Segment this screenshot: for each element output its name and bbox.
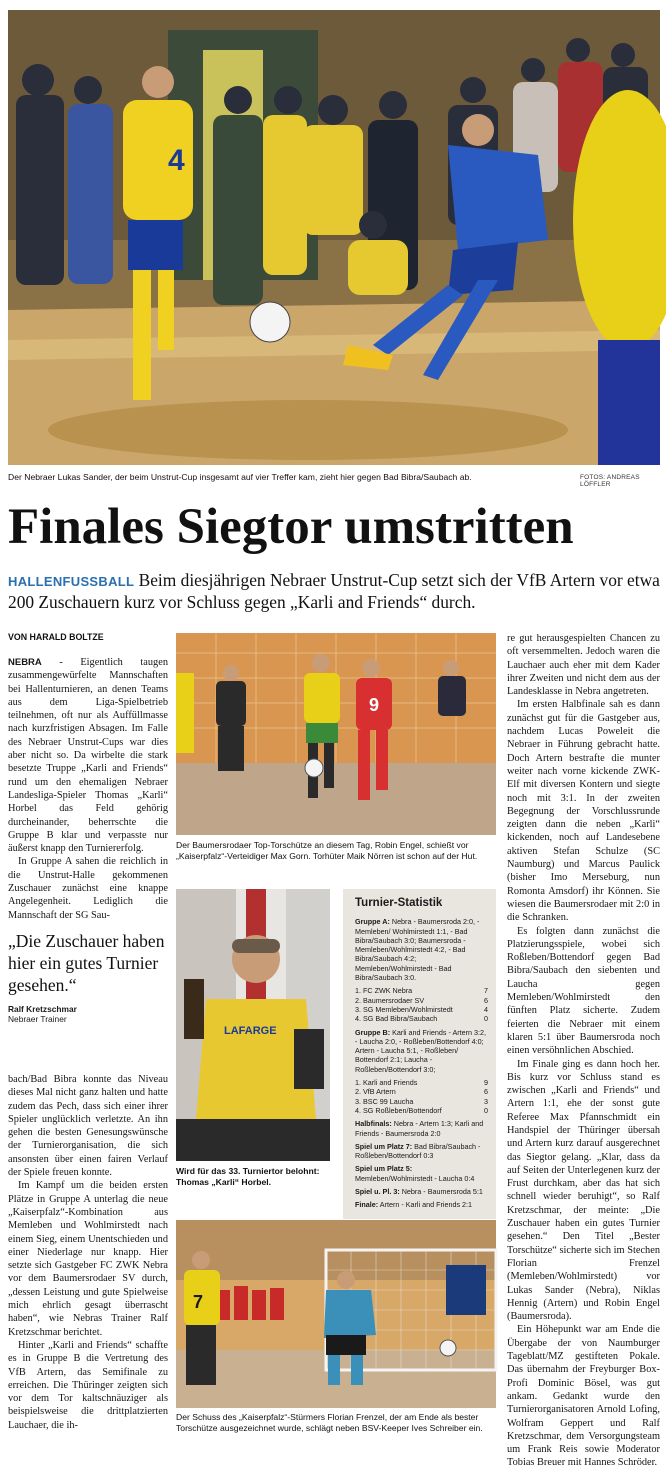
table-row: 3. SG Memleben/Wohlmirstedt 4: [355, 1004, 488, 1014]
table-row: 4. SG Roßleben/Bottendorf 0: [355, 1105, 488, 1115]
jersey-number: 9: [369, 695, 380, 715]
headline: Finales Siegtor umstritten: [8, 499, 574, 555]
quote-author-role: Nebraer Trainer: [8, 1014, 67, 1024]
subhead: [8, 570, 660, 613]
dateline: NEBRA: [8, 657, 42, 668]
kicker: HALLENFUSSBALL: [8, 574, 135, 589]
paragraph: Im Kampf um die beiden ersten Plätze in Gruppe A unterlag die neue „Kaiserpfalz“-Kombination aus Memleben und Wohlmirstedt nach einem Sieg, einem Unentschieden und einer Niederlage nur knapp. Hier setzte sich Gastgeber FC ZWK Nebra vor dem Baumersrodaer SV durch, „dessen Leistung und gute Spielweise mich ehrlich gesagt überrascht haben“, wie Nebras Trainer Ralf Kretzschmar berichtet.: [8, 1180, 168, 1338]
halbfinals: Halbfinals: Nebra - Artern 1:3; Karli and Friends - Baumersroda 2:0: [355, 1119, 484, 1138]
paragraph: re gut herausgespielten Chancen zu oft versemmelten. Jedoch waren die Lauchaer auch eher mit dem Kader ihrer Zweiten und nicht dem aus der Landesklasse in Nebra angetreten.: [507, 633, 660, 698]
table-row: 1. FC ZWK Nebra 7: [355, 986, 488, 996]
subhead-text: Beim diesjährigen Nebraer Unstrut-Cup setzt sich der VfB Artern vor etwa 200 Zuschauern kurz vor Schluss gegen „Karli and Friends“ durch.: [8, 570, 660, 612]
top-photo: [8, 10, 660, 465]
photo-credit: FOTOS: ANDREAS LÖFFLER: [580, 474, 640, 488]
paragraph: Es folgten dann zunächst die Platzierungsspiele, wobei sich Roßleben/Bottendorf gegen Bad Bibra/Saubach den siebenten und Laucha gegen Memleben/Wohlmirstedt den fünften Platz sicherte. Zudem feierten die Nebraer mit einem klaren 5:1 über Baumersroda noch einen versöhnlichen Abschied.: [507, 925, 660, 1057]
photo-4-caption: Der Schuss des „Kaiserpfalz“-Stürmers Florian Frenzel, der am Ende als bester Torschütze ausgezeichnet wurde, schlägt neben BSV-Keeper Ives Schreiber ein.: [176, 1412, 483, 1433]
table-row: 3. BSC 99 Laucha 3: [355, 1096, 488, 1106]
paragraph: bach/Bad Bibra konnte das Niveau dieses Mal nicht ganz halten und hatte zudem das Pech, dass sich einer ihrer Spieler unglücklich verletzte. An ihn gehen die besten Genesungswünsche der Turnierorganisation, die sich ansonsten über einen fairen Verlauf der Spiele freuen konnte.: [8, 1074, 168, 1179]
paragraph: In Gruppe A sahen die reichlich in die Unstrut-Halle gekommenen Zuschauer zunächst eine knappe Angelegenheit. Lediglich die Mannschaft der SG Sau-: [8, 856, 168, 921]
photo-3-caption: Wird für das 33. Turniertor belohnt: Thomas „Karli“ Horbel.: [176, 1166, 320, 1187]
paragraph: Im ersten Halbfinale sah es dann zunächst gut für die Gastgeber aus, nachdem Lucas Poweleit die Nebraer in Führung gebracht hatte. Doch Artern bestrafte die munter weiter nach vorne kickende ZWK-Elf mit diversen Kontern und siegte noch mit 3:1. In der zweiten Begegnung der Vorschlussrunde zeigten dann die neben „Karli“ kickenden, noch auf Landesebene aktiven Stefan Schulze (SC Naumburg) und Marcus Paulick (bisher Imo Merseburg, nun Romonta Amsdorf) ihr Können. Sie wiesen die Baumersrodaer mit 2:0 in die Schranken.: [507, 699, 660, 924]
table-row: 2. VfB Artern 6: [355, 1087, 488, 1097]
byline: VON HARALD BOLTZE: [8, 632, 104, 642]
quote-author: Ralf Kretzschmar: [8, 1004, 77, 1014]
table-row: 2. Baumersrodaer SV 6: [355, 995, 488, 1005]
paragraph: Im Finale ging es dann hoch her. Bis kurz vor Schluss stand es zwischen „Karli and Friends“ und Artern 1:1, ehe der sonst gute Referee Max Pfannschmidt ein Handspiel der Thüringer übersah und Artern kurz darauf ausgerechnet das Siegtor gelang. „Klar, dass da auf Seiten der Unterlegenen kurz der Frust durchkam, aber das hat sich schnell wieder beruhigt“, so Ralf Kretzschmar, der meinte: „Die Zuschauer haben ein gutes Turnier gesehen.“ Den Titel „Bester Torschütze“ sicherte sich im Stechen Florian Frenzel (Memleben/Wohlmirstedt) vor Lukas Sander (Nebra), Niklas Hennig (Artern) und Robin Engel (Baumersroda).: [507, 1058, 660, 1323]
paragraph: Ein Höhepunkt war am Ende die Übergabe der von Naumburger Tageblatt/MZ gestifteten Pokale. Das übernahm der Freyburger Box-Profi Dominic Bösel, was gut ankam. Gedankt wurde den Turnierorganisatoren Arnold Lofing, Wolfram Geppert und Ralf Kretzschmar, dem Versorgungsteam um Frank Reis sowie Moderator Tobias Breuer mit Hannes Schröder.: [507, 1324, 660, 1469]
jersey-number: 4: [168, 144, 185, 177]
group-b-results: Gruppe B: Karli and Friends - Artern 3:2, - Laucha 2:0, - Roßleben/Bottendorf 4:0; Artern - Laucha 5:1, - Roßleben/ Bottendorf 2:1; Laucha - Roßleben/Bottendorf 3:0;: [355, 1027, 487, 1074]
group-a-results: Gruppe A: Nebra - Baumersroda 2:0, - Memleben/ Wohlmirstedt 1:1, - Bad Bibra/Saubach 3:0; Baumersroda - Memleben/Wohlmirstedt 4:2, - Bad Bibra/Saubach 4:2; Memleben/Wohlmirstedt - Bad Bibra/Saubach 3:0.: [355, 917, 480, 983]
table-row: 1. Karli and Friends 9: [355, 1078, 488, 1088]
column-1-bottom: [8, 1073, 168, 1435]
group-a-table: [355, 986, 488, 1023]
paragraph: NEBRA - Eigentlich taugen zusammengewürfelte Mannschaften bei Hallenturnieren, an denen Teams aus dem Liga-Spielbetrieb teilnehmen, oft nur als Auffüllmasse nach kurzfristigen Absagen. Im Falle des Nebraer Unstrut-Cups war dies aber nicht so. Da wirbelte die stark besetzte Truppe „Karli and Friends“ rund um den ehemaligen Nebraer Landesliga-Spieler Thomas „Karli“ Horbel das Feld gehörig durcheinander, beherrschte die Gruppe B klar und verpasste nur äußerst knapp den Turniererfolg.: [8, 657, 168, 855]
photo-2-caption: Der Baumersrodaer Top-Torschütze an diesem Tag, Robin Engel, schießt vor „Kaiserpfalz“-Verteidiger Max Gorn. Torhüter Maik Nörren ist schon auf der Hut.: [176, 840, 478, 861]
photo-3: [176, 889, 330, 1161]
pull-quote: [8, 930, 168, 1024]
column-3: [507, 632, 660, 1469]
statistics-box: [343, 889, 496, 1219]
column-1-top: [8, 656, 168, 921]
jersey-number: 7: [193, 1292, 204, 1312]
group-b-table: [355, 1078, 488, 1115]
finale: Finale: Artern - Karli and Friends 2:1: [355, 1200, 473, 1210]
platz-3: Spiel u. Pl. 3: Nebra - Baumersroda 5:1: [355, 1187, 483, 1197]
platz-7: Spiel um Platz 7: Bad Bibra/Saubach - Roßleben/Bottendorf 0:3: [355, 1141, 481, 1161]
top-photo-caption: Der Nebraer Lukas Sander, der beim Unstrut-Cup insgesamt auf vier Treffer kam, zieht hier gegen Bad Bibra/Saubach ab.: [8, 472, 472, 482]
photo-2: [176, 633, 496, 835]
photo-4: [176, 1220, 496, 1408]
quote-text: „Die Zuschauer haben hier ein gutes Turnier gesehen.“: [8, 931, 165, 995]
jersey-sponsor: LAFARGE: [224, 1025, 277, 1037]
platz-5: Spiel um Platz 5: Memleben/Wohlmirstedt - Laucha 0:4: [355, 1164, 475, 1183]
table-row: 4. SG Bad Bibra/Saubach 0: [355, 1014, 488, 1024]
paragraph: Hinter „Karli and Friends“ schaffte es in Gruppe B die Vertretung des VfB Artern, das Semifinale zu erreichen. Die Thüringer zeigten sich vor dem Tor kaltschnäuziger als beispielsweise die drittplatzierten Lauchaer, die ih-: [8, 1339, 168, 1431]
statistics-title: Turnier-Statistik: [355, 897, 443, 909]
